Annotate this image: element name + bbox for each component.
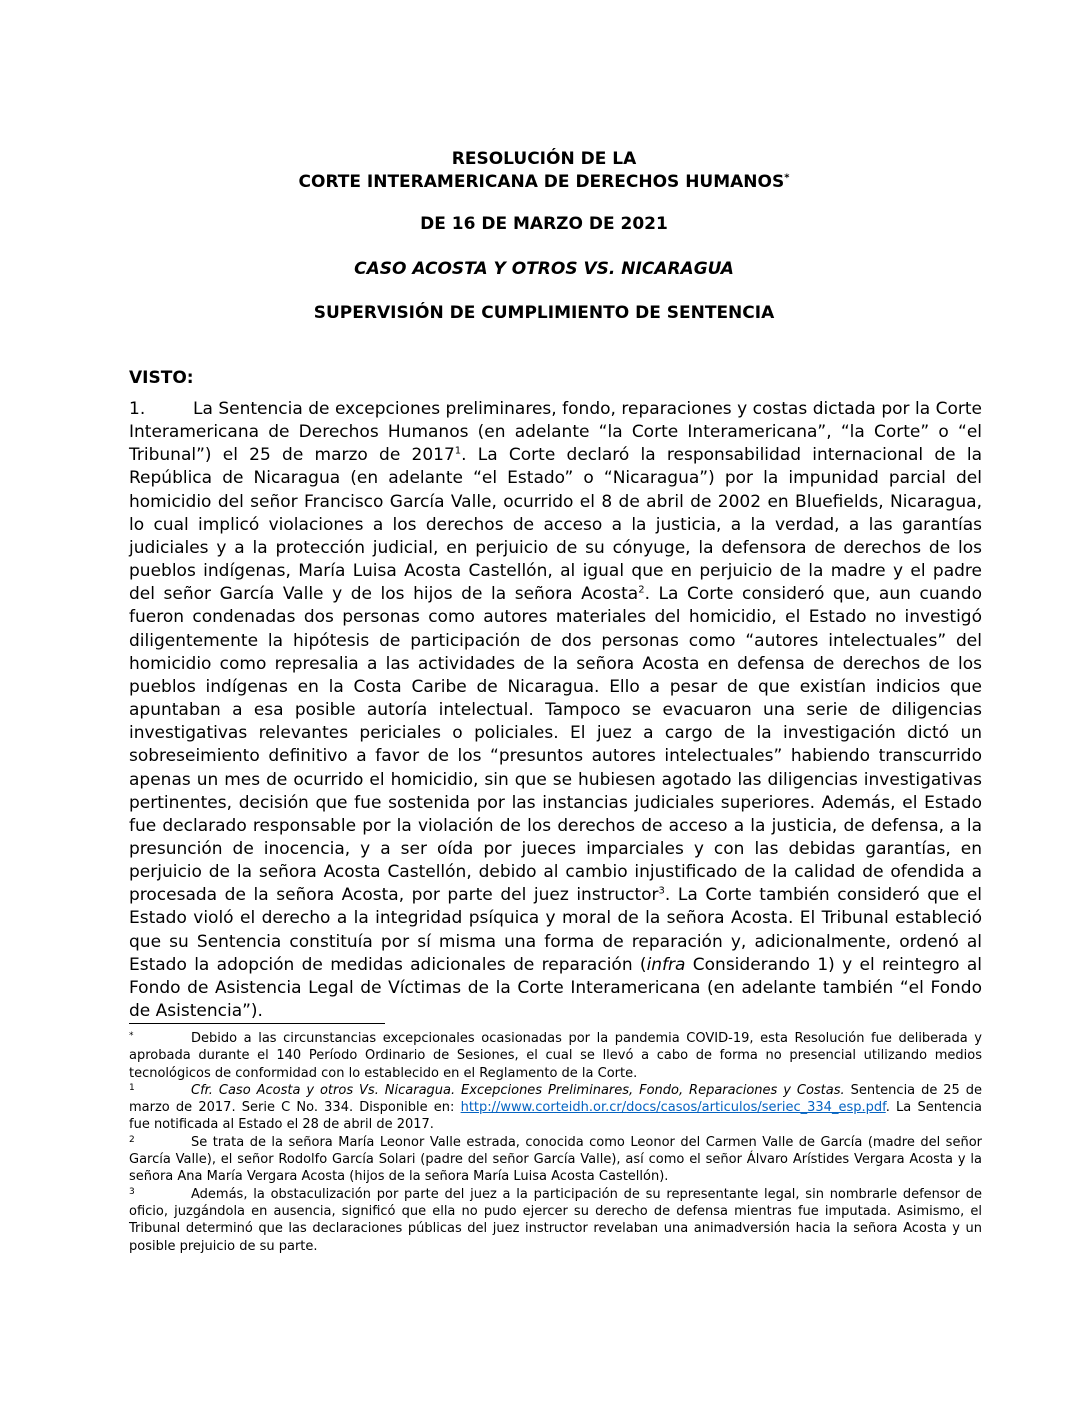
footnote-1-link[interactable]: http://www.corteidh.or.cr/docs/casos/articulos/seriec_334_esp.pdf bbox=[460, 1100, 886, 1116]
footnote-1-text: Sentencia de 25 de marzo de 2017. Serie C No. 334. Disponible en: bbox=[129, 1082, 982, 1116]
visto-heading: VISTO: bbox=[129, 368, 194, 388]
footnote-star bbox=[129, 1030, 982, 1082]
title-line-2 bbox=[0, 171, 1088, 194]
footnote-3-text: Además, la obstaculización por parte del juez a la participación de su representante legal, sin nombrarle defensor de oficio, juzgándola en ausencia, significó que ella no pudo ejercer su derecho de defensa mientras fue imputada. Asimismo, el Tribunal determinó que las declaraciones públicas del juez instructor revelaban una animadversión hacia la señora Acosta y un posible prejuicio de su parte. bbox=[129, 1186, 982, 1254]
paragraph-text-a: La Sentencia de excepciones preliminares, fondo, reparaciones y costas dictada por la Corte Interamericana de Derechos Humanos (en adelante “la Corte Interamericana”, “la Corte” o “el Tribunal”) el 25 de marzo de 2017 bbox=[129, 399, 982, 466]
footnote-2-mark: 2 bbox=[129, 1134, 135, 1145]
paragraph-text-c: . La Corte consideró que, aun cuando fueron condenadas dos personas como autores materiales del homicidio, el Estado no investigó diligentemente la hipótesis de participación de dos personas como “autores intelectuales” del homicidio como represalia a las actividades de la señora Acosta en defensa de derechos de los pueblos indígenas en la Costa Caribe de Nicaragua. Ello a pesar de que existían indicios que apuntaban a esa posible autoría intelectual. Tampoco se evacuaron una serie de diligencias investigativas relevantes periciales o policiales. El juez a cargo de la investigación dictó un sobreseimiento definitivo a favor de los “presuntos autores intelectuales” habiendo transcurrido apenas un mes de ocurrido el homicidio, sin que se hubiesen agotado las diligencias investigativas pertinentes, decisión que fue sostenida por las instancias judiciales superiores. Además, el Estado fue declarado responsable por la violación de los derechos de acceso a la justicia, de defensa, a la presunción de inocencia, y a ser oída por jueces imparciales y con las debidas garantías, en perjuicio de la señora Acosta Castellón, debido al cambio injustificado de la calidad de ofendida a procesada de la señora Acosta, por parte del juez instructor bbox=[129, 584, 982, 906]
footnote-1 bbox=[129, 1082, 982, 1134]
resolution-subject: SUPERVISIÓN DE CUMPLIMIENTO DE SENTENCIA bbox=[313, 303, 775, 323]
resolution-date: DE 16 DE MARZO DE 2021 bbox=[420, 214, 668, 234]
case-name: CASO ACOSTA Y OTROS VS. NICARAGUA bbox=[354, 259, 734, 279]
title-line-1: RESOLUCIÓN DE LA bbox=[451, 149, 637, 169]
footnote-star-text: Debido a las circunstancias excepcionales ocasionadas por la pandemia COVID-19, esta Resolución fue deliberada y aprobada durante el 140 Período Ordinario de Sesiones, el cual se llevó a cabo de forma no presencial utilizando medios tecnológicos de conformidad con lo establecido en el Reglamento de la Corte. bbox=[129, 1031, 982, 1081]
paragraph-text-e: Considerando 1) y el reintegro al Fondo de Asistencia Legal de Víctimas de la Corte Interamericana (en adelante también “el Fondo de Asistencia”). bbox=[129, 954, 982, 1022]
footnote-1-citation: Cfr. Caso Acosta y otros Vs. Nicaragua. Excepciones Preliminares, Fondo, Reparaciones y Costas. bbox=[191, 1082, 845, 1098]
footnote-ref-1[interactable]: 1 bbox=[454, 445, 462, 457]
footnote-1-mark: 1 bbox=[129, 1082, 135, 1093]
paragraph-text-infra: infra bbox=[646, 954, 686, 975]
footnote-2-text: Se trata de la señora María Leonor Valle estrada, conocida como Leonor del Carmen Valle de García (madre del señor García Valle), el señor Rodolfo García Solari (padre del señor García Valle), así como el señor Álvaro Arístides Vergara Acosta y la señora Ana María Vergara Acosta (hijos de la señora María Luisa Acosta Castellón). bbox=[129, 1134, 982, 1185]
footnote-3-mark: 3 bbox=[129, 1186, 135, 1197]
footnote-1-after: . La Sentencia fue notificada al Estado el 28 de abril de 2017. bbox=[129, 1100, 982, 1133]
footnote-separator bbox=[129, 1023, 385, 1024]
resolution-title bbox=[0, 148, 1088, 194]
footnote-ref-star[interactable]: * bbox=[784, 172, 790, 184]
paragraph-number: 1. bbox=[129, 399, 146, 419]
footnote-3 bbox=[129, 1186, 982, 1255]
footnotes bbox=[129, 1030, 982, 1255]
footnote-star-mark: * bbox=[129, 1031, 134, 1041]
footnote-ref-2[interactable]: 2 bbox=[638, 584, 645, 596]
court-name: CORTE INTERAMERICANA DE DERECHOS HUMANOS bbox=[298, 172, 785, 192]
paragraph-text-b: . La Corte declaró la responsabilidad internacional de la República de Nicaragua (en adelante “el Estado” o “Nicaragua”) por la impunidad parcial del homicidio del señor Francisco García Valle, ocurrido el 8 de abril de 2002 en Bluefields, Nicaragua, lo cual implicó violaciones a los derechos de acceso a la justicia, a la verdad, a las garantías judiciales y a la protección judicial, en perjuicio de su cónyuge, la defensora de derechos de los pueblos indígenas, María Luisa Acosta Castellón, al igual que en perjuicio de la madre y el padre del señor García Valle y de los hijos de la señora Acosta bbox=[129, 445, 982, 605]
footnote-ref-3[interactable]: 3 bbox=[658, 885, 665, 897]
visto-paragraph-1 bbox=[129, 398, 982, 1023]
footnote-2 bbox=[129, 1134, 982, 1186]
paragraph-text-d: . La Corte también consideró que el Estado violó el derecho a la integridad psíquica y moral de la señora Acosta. El Tribunal estableció que su Sentencia constituía por sí misma una forma de reparación y, adicionalmente, ordenó al Estado la adopción de medidas adicionales de reparación ( bbox=[129, 885, 982, 975]
